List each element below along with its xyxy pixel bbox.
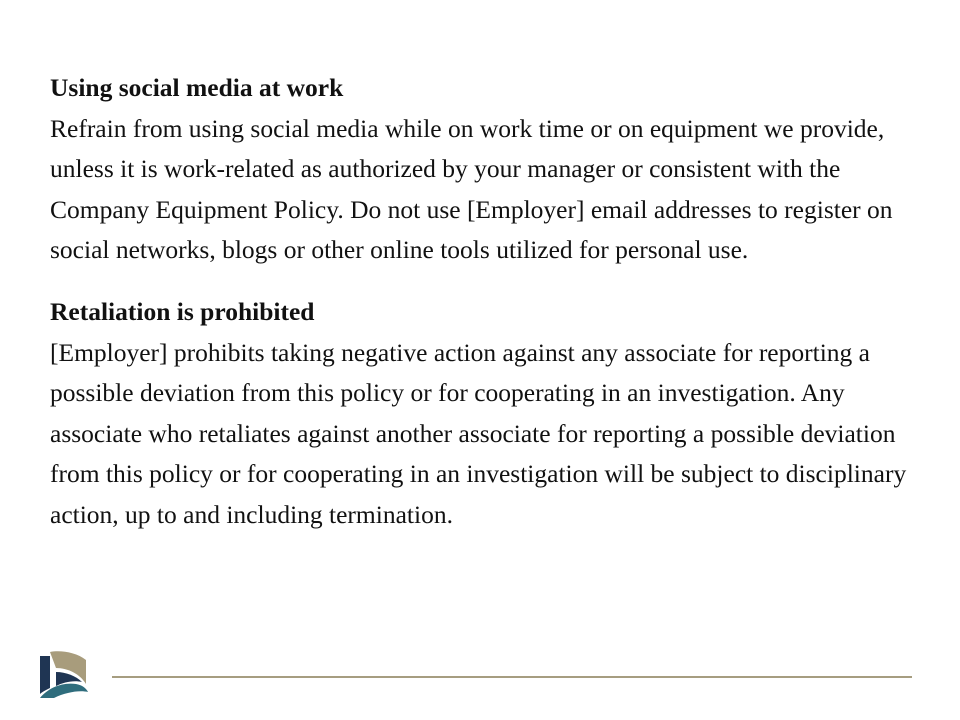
- section-social-media-at-work: [50, 68, 930, 271]
- section-paragraph: [Employer] prohibits taking negative action against any associate for reporting a possible deviation from this policy or for cooperating in an investigation. Any associate who retaliates against another associate for reporting a possible deviation from this policy or for cooperating in an investigation will be subject to disciplinary action, up to and including termination.: [50, 337, 907, 529]
- slide-content: [50, 68, 930, 536]
- brand-logo-icon: [36, 650, 92, 700]
- section-retaliation-prohibited: [50, 292, 930, 536]
- footer-divider: [112, 676, 912, 678]
- section-paragraph: Refrain from using social media while on work time or on equipment we provide, unless it is work-related as authorized by your manager or consistent with the Company Equipment Policy. Do not use [Employer] email addresses to register on social networks, blogs or other online tools utilized for personal use.: [50, 113, 893, 265]
- logo-navy-shape: [40, 656, 50, 694]
- section-heading: Retaliation is prohibited: [50, 296, 315, 326]
- section-heading: Using social media at work: [50, 73, 344, 102]
